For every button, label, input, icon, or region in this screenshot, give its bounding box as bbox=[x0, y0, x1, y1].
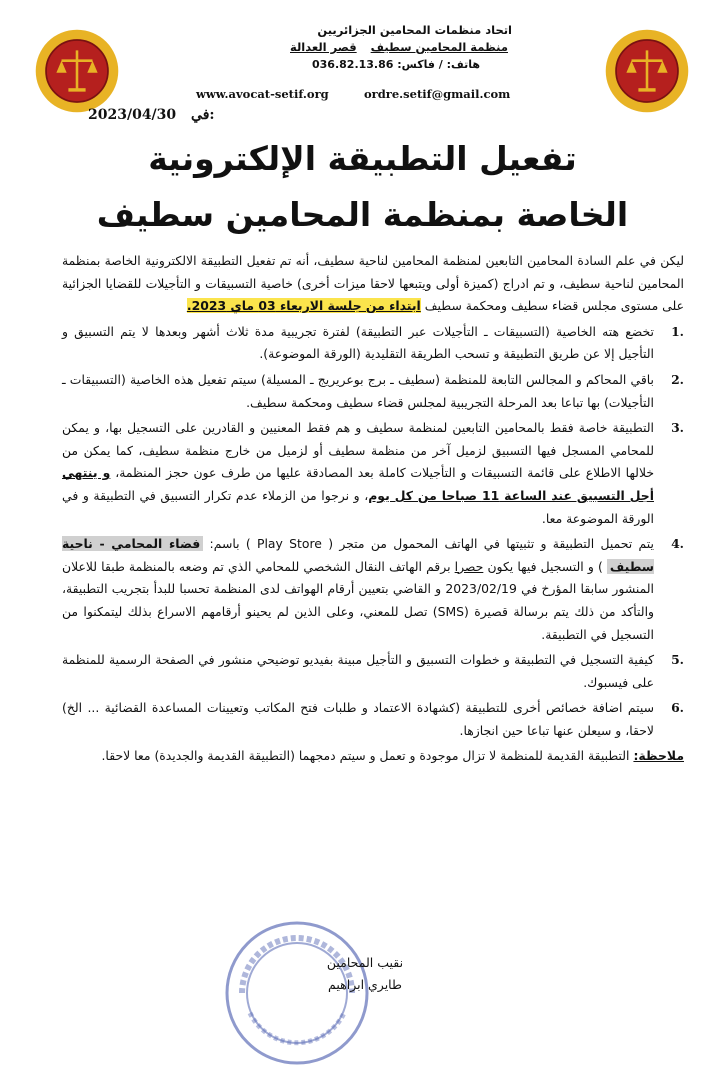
date-label: في: bbox=[191, 107, 215, 123]
item-number: 3. bbox=[671, 420, 684, 436]
list-item-2 bbox=[62, 369, 684, 414]
item-tail: ، و نرجوا من الزملاء عدم تكرار التسبيق في التطبيقة و في الورقة الموضوعة معا. bbox=[62, 487, 654, 526]
item-text-before: يتم تحميل التطبيقة و تثبيتها في الهاتف المحمول من متجر ( Play Store ) باسم: bbox=[203, 536, 654, 552]
item-text: كيفية التسجيل في التطبيقة و خطوات التسبيق و التأجيل مبينة بفيديو توضيحي منشور في الصفحة الرسمية للمنظمة على فيسبوك. bbox=[62, 652, 654, 690]
intro-text: ليكن في علم السادة المحامين التابعين لمنظمة المحامين لناحية سطيف، أنه تم تفعيل التطبيقة الالكترونية الخاصة بمنظمة المحامين لناحية سطيف، و تم ادراج (كميزة أولى ويتبعها لاحقا ميزات أخرى) خاصية التسبيقات و التأجيلات للقضايا الجزائية على مستوى مجلس قضاء سطيف ومحكمة سطيف bbox=[62, 253, 684, 314]
start-date-highlight: ابتداء من جلسة الاربعاء 03 ماي 2023. bbox=[186, 298, 421, 314]
item-number: 2. bbox=[671, 371, 684, 387]
item-text: تخضع هته الخاصية (التسبيقات ـ التأجيلات عبر التطبيقة) لفترة تجريبية مدة ثلاث أشهر وبعدها لا يتم التسبيق و التأجيل إلا عن طريق التطبيقة و تسحب الطريقة التقليدية (الورقة الموضوعة). bbox=[62, 323, 654, 362]
title-line-1: تفعيل التطبيقة الإلكترونية bbox=[148, 139, 577, 178]
signature-block bbox=[300, 952, 430, 996]
list-item-6 bbox=[62, 697, 684, 742]
item-number: 1. bbox=[671, 323, 684, 339]
item-text: باقي المحاكم و المجالس التابعة للمنظمة (سطيف ـ برج بوعريريج ـ المسيلة) سيتم تفعيل هذه الخاصية (التسبيقات ـ التأجيلات) بها تباعا بعد المرحلة التجريبية لمجلس قضاء سطيف ومحكمة سطيف. bbox=[62, 371, 654, 410]
phone-fax: هاتف: / فاكس: 036.82.13.86 bbox=[312, 58, 480, 71]
list-item-3 bbox=[62, 417, 684, 530]
letterhead-row-2 bbox=[230, 39, 520, 56]
item-text-after: برقم الهاتف النقال الشخصي للمحامي الذي تم وضعه بالمنظمة طبقا للاعلان المنشور سابقا المؤرخ في 2023/02/19 و القاضي بتعيين أرقام الهواتف لدى المنظمة تحسبا للبدأ بتجريب التطبيقة، والتأكد من ذلك يتم برسالة قصيرة (SMS) تصل للمعني، وعلى الذين لم يحينو أرقامهم الاسراع بذلك ليتمكنوا من التسجيل في التطبيقة. bbox=[62, 558, 654, 642]
date-value: 2023/04/30 bbox=[88, 107, 177, 123]
note-paragraph bbox=[62, 745, 684, 768]
union-name: اتحاد منظمات المحامين الجزائريين bbox=[317, 23, 512, 37]
signatory-title: نقيب المحامين bbox=[326, 955, 404, 970]
title-line-2: الخاصة بمنظمة المحامين سطيف bbox=[96, 195, 629, 234]
list-item-5 bbox=[62, 649, 684, 694]
item-number: 5. bbox=[671, 652, 684, 668]
note-text: التطبيقة القديمة للمنظمة لا تزال موجودة و تعمل و سيتم دمجهما (التطبيقة القديمة والجديدة) معا لاحقا. bbox=[101, 748, 634, 764]
deadline-emphasis: و ينتهي أجل التسبيق عند الساعة 11 صباحا من كل يوم bbox=[62, 465, 654, 503]
list-item-1 bbox=[62, 321, 684, 366]
email-link[interactable]: ordre.setif@gmail.com bbox=[364, 87, 511, 101]
item-number: 6. bbox=[671, 700, 684, 716]
bar-association-logo-right bbox=[604, 28, 690, 114]
bar-association-logo-left bbox=[34, 28, 120, 114]
letterhead bbox=[230, 22, 520, 73]
item-text: سيتم اضافة خصائص أخرى للتطبيقة (كشهادة الاعتماد و طلبات فتح المكاتب وتعيينات المساعدة القضائية ... الخ) لاحقا، و سيعلن عنها تباعا حين انجازها. bbox=[62, 700, 654, 738]
note-label: ملاحظة: bbox=[633, 748, 684, 764]
signatory-name: طايري ابراهيم bbox=[328, 977, 402, 992]
app-name: فضاء المحامي - ناحية سطيف bbox=[62, 536, 654, 574]
organization-name: منظمة المحامين سطيف bbox=[370, 40, 508, 54]
court-name: قصر العدالة bbox=[290, 40, 357, 54]
item-text-mid: ) و التسجيل فيها يكون bbox=[483, 558, 607, 574]
intro-paragraph bbox=[62, 250, 684, 318]
list-item-4 bbox=[62, 533, 684, 646]
item-text: التطبيقة خاصة فقط بالمحامين التابعين لمنظمة سطيف و هم فقط المعنيين و القادرين على التسجيل بها، و يمكن للمحامي المسجل فيها التسبيق لزميل آخر من منظمة سطيف أو لزميل من خارج منظمة سطيف، كما يمكن من خلالها الاطلاع على قائمة التسبيقات و التأجيلات كاملة بعد المصادقة عليها من طرف عون حجز المنظمة، bbox=[62, 420, 654, 481]
exclusive-emphasis: حصرا bbox=[454, 558, 484, 574]
document-body bbox=[62, 250, 684, 768]
item-number: 4. bbox=[671, 536, 684, 552]
website-link[interactable]: www.avocat-setif.org bbox=[196, 87, 329, 101]
document-date bbox=[88, 107, 215, 123]
